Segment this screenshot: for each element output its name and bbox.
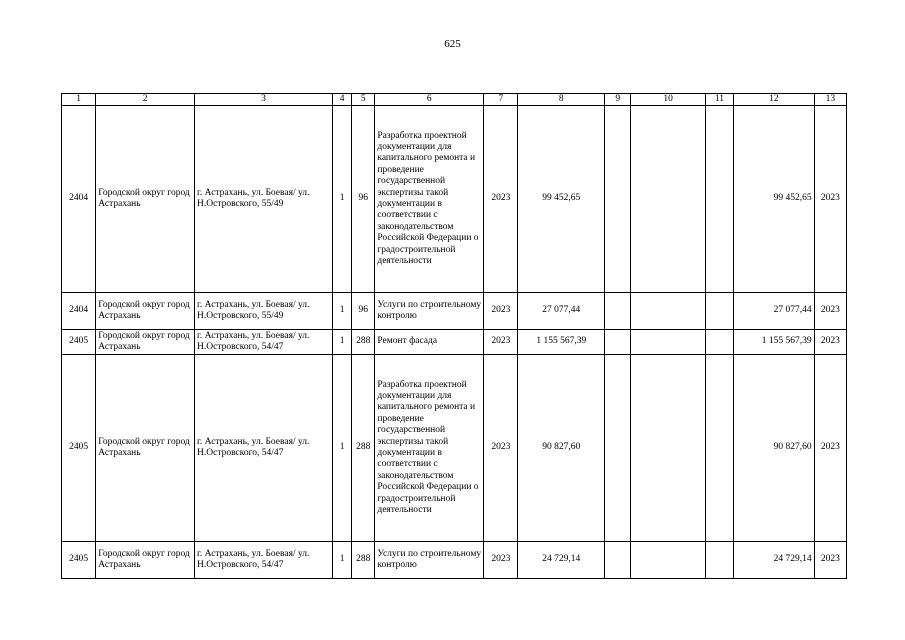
cell-col10 [631,542,706,579]
cell-address: г. Астрахань, ул. Боевая/ ул. Н.Островского, 54/47 [195,542,333,579]
cell-col4: 1 [333,355,352,542]
repair-program-table [61,93,847,579]
cell-col9 [605,293,631,330]
cell-col9 [605,106,631,293]
cell-col4: 1 [333,542,352,579]
cell-amount: 27 077,44 [518,293,605,330]
cell-municipality: Городской округ город Астрахань [96,106,195,293]
cell-col11 [705,106,733,293]
cell-amount-col12: 90 827,60 [734,355,815,542]
cell-number: 2405 [62,330,96,355]
cell-year-col13: 2023 [814,330,846,355]
cell-col11 [705,330,733,355]
table-row [62,293,847,330]
cell-year-col13: 2023 [814,293,846,330]
cell-col10 [631,293,706,330]
column-header: 13 [814,94,846,106]
cell-address: г. Астрахань, ул. Боевая/ ул. Н.Островского, 54/47 [195,355,333,542]
cell-col9 [605,330,631,355]
cell-col5: 288 [352,330,375,355]
column-header: 5 [352,94,375,106]
cell-municipality: Городской округ город Астрахань [96,355,195,542]
table-body [62,94,847,579]
cell-work-type: Услуги по строительному контролю [375,542,484,579]
cell-col5: 96 [352,106,375,293]
cell-work-type: Разработка проектной документации для капитального ремонта и проведение государственной экспертизы такой документации в соответствии с законодательством Российской Федерации о градостроительной деятельности [375,106,484,293]
column-header: 11 [705,94,733,106]
cell-col5: 96 [352,293,375,330]
cell-number: 2405 [62,355,96,542]
table-row [62,106,847,293]
cell-year: 2023 [484,355,518,542]
column-header: 7 [484,94,518,106]
cell-col4: 1 [333,106,352,293]
cell-col4: 1 [333,293,352,330]
cell-col4: 1 [333,330,352,355]
column-header: 9 [605,94,631,106]
column-header: 1 [62,94,96,106]
cell-col10 [631,106,706,293]
table-row [62,330,847,355]
cell-amount-col12: 24 729,14 [734,542,815,579]
cell-number: 2404 [62,106,96,293]
cell-amount-col12: 27 077,44 [734,293,815,330]
cell-col5: 288 [352,542,375,579]
column-header: 2 [96,94,195,106]
cell-address: г. Астрахань, ул. Боевая/ ул. Н.Островского, 55/49 [195,106,333,293]
column-number-row [62,94,847,106]
table-row [62,542,847,579]
cell-amount-col12: 1 155 567,39 [734,330,815,355]
cell-year: 2023 [484,330,518,355]
cell-municipality: Городской округ город Астрахань [96,293,195,330]
page-number: 625 [444,38,461,50]
cell-work-type: Ремонт фасада [375,330,484,355]
cell-col5: 288 [352,355,375,542]
cell-year-col13: 2023 [814,542,846,579]
cell-year: 2023 [484,106,518,293]
cell-work-type: Услуги по строительному контролю [375,293,484,330]
cell-col11 [705,542,733,579]
column-header: 6 [375,94,484,106]
column-header: 10 [631,94,706,106]
cell-year: 2023 [484,542,518,579]
cell-number: 2405 [62,542,96,579]
column-header: 12 [734,94,815,106]
cell-amount: 24 729,14 [518,542,605,579]
cell-number: 2404 [62,293,96,330]
cell-amount: 99 452,65 [518,106,605,293]
cell-col9 [605,542,631,579]
column-header: 3 [195,94,333,106]
cell-year-col13: 2023 [814,106,846,293]
cell-amount-col12: 99 452,65 [734,106,815,293]
table-row [62,355,847,542]
cell-col11 [705,355,733,542]
cell-col10 [631,355,706,542]
column-header: 8 [518,94,605,106]
cell-address: г. Астрахань, ул. Боевая/ ул. Н.Островского, 55/49 [195,293,333,330]
cell-col11 [705,293,733,330]
cell-col10 [631,330,706,355]
cell-municipality: Городской округ город Астрахань [96,330,195,355]
cell-work-type: Разработка проектной документации для капитального ремонта и проведение государственной экспертизы такой документации в соответствии с законодательством Российской Федерации о градостроительной деятельности [375,355,484,542]
cell-address: г. Астрахань, ул. Боевая/ ул. Н.Островского, 54/47 [195,330,333,355]
cell-amount: 1 155 567,39 [518,330,605,355]
cell-col9 [605,355,631,542]
cell-municipality: Городской округ город Астрахань [96,542,195,579]
column-header: 4 [333,94,352,106]
cell-year: 2023 [484,293,518,330]
cell-amount: 90 827,60 [518,355,605,542]
cell-year-col13: 2023 [814,355,846,542]
